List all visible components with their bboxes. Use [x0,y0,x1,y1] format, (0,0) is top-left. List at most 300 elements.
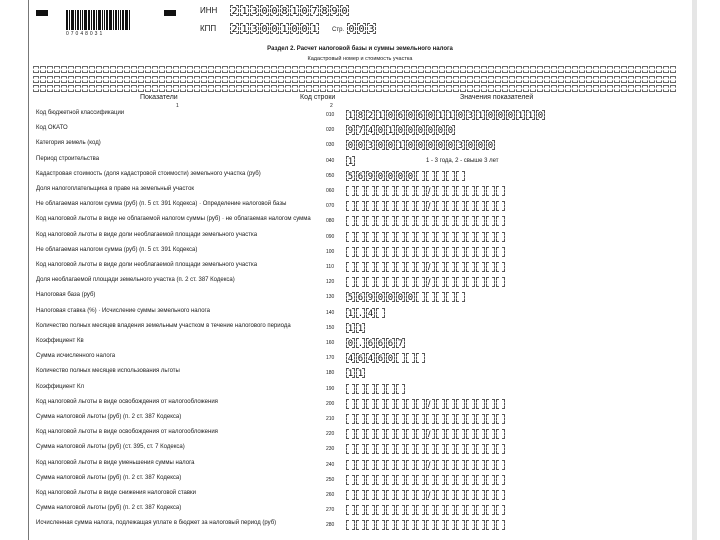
grid-cell[interactable] [376,85,382,92]
grid-cell[interactable] [453,85,459,92]
digit-cell[interactable] [416,353,425,363]
row-value-field[interactable] [346,140,496,150]
grid-cell[interactable] [124,66,130,73]
digit-cell[interactable]: 0 [347,141,354,152]
digit-cell[interactable] [436,277,445,287]
digit-cell[interactable] [466,490,475,500]
digit-cell[interactable] [386,520,395,530]
digit-cell[interactable] [496,460,505,470]
digit-cell[interactable]: 1 [517,111,524,121]
grid-cell[interactable] [264,85,270,92]
digit-cell[interactable] [416,414,425,424]
digit-cell[interactable] [366,414,375,424]
grid-cell[interactable] [642,76,648,83]
grid-cell[interactable] [61,85,67,92]
digit-cell[interactable] [366,399,375,409]
grid-cell[interactable] [432,66,438,73]
digit-cell[interactable]: 3 [251,24,258,35]
digit-cell[interactable] [426,505,435,515]
grid-cell[interactable] [68,76,74,83]
digit-cell[interactable]: 0 [407,111,414,121]
digit-cell[interactable] [376,186,385,196]
grid-cell[interactable] [320,66,326,73]
grid-cell[interactable] [306,85,312,92]
grid-cell[interactable] [488,66,494,73]
digit-cell[interactable] [446,292,455,302]
digit-cell[interactable] [436,505,445,515]
digit-cell[interactable] [396,399,405,409]
digit-cell[interactable] [426,520,435,530]
grid-cell[interactable] [586,85,592,92]
digit-cell[interactable] [386,186,395,196]
digit-cell[interactable] [396,201,405,211]
grid-cell[interactable] [488,76,494,83]
digit-cell[interactable] [416,444,425,454]
grid-cell[interactable] [509,66,515,73]
grid-cell[interactable] [299,76,305,83]
grid-cell[interactable] [341,85,347,92]
digit-cell[interactable]: 0 [437,141,444,152]
grid-cell[interactable] [502,66,508,73]
digit-cell[interactable] [366,216,375,226]
grid-cell[interactable] [292,66,298,73]
digit-cell[interactable] [446,429,455,439]
grid-cell[interactable] [474,66,480,73]
grid-cell[interactable] [397,85,403,92]
digit-cell[interactable] [416,232,425,242]
digit-cell[interactable] [486,201,495,211]
grid-cell[interactable] [537,76,543,83]
digit-cell[interactable] [436,414,445,424]
grid-cell[interactable] [138,66,144,73]
digit-cell[interactable]: 0 [487,111,494,121]
grid-cell[interactable] [369,76,375,83]
digit-cell[interactable]: 7 [311,6,318,17]
digit-cell[interactable] [356,262,365,272]
digit-cell[interactable] [436,475,445,485]
digit-cell[interactable] [456,277,465,287]
digit-cell[interactable] [396,384,405,394]
digit-cell[interactable] [456,429,465,439]
grid-cell[interactable] [628,66,634,73]
digit-cell[interactable] [406,216,415,226]
digit-cell[interactable] [476,490,485,500]
row-value-field[interactable] [346,262,506,272]
digit-cell[interactable] [446,460,455,470]
digit-cell[interactable] [466,232,475,242]
row-value-field[interactable] [346,444,506,454]
grid-cell[interactable] [159,66,165,73]
digit-cell[interactable] [466,505,475,515]
digit-cell[interactable] [356,201,365,211]
digit-cell[interactable]: 1 [377,111,384,121]
grid-cell[interactable] [250,85,256,92]
digit-cell[interactable] [456,201,465,211]
grid-cell[interactable] [663,76,669,83]
digit-cell[interactable] [376,384,385,394]
digit-cell[interactable] [426,171,435,181]
grid-cell[interactable] [495,85,501,92]
digit-cell[interactable]: 0 [487,141,494,152]
grid-cell[interactable] [376,76,382,83]
digit-cell[interactable]: 8 [357,111,364,121]
grid-cell[interactable] [670,76,676,83]
grid-cell[interactable] [635,85,641,92]
grid-cell[interactable] [614,76,620,83]
digit-cell[interactable] [476,216,485,226]
grid-cell[interactable] [271,76,277,83]
grid-cell[interactable] [320,76,326,83]
digit-cell[interactable]: 0 [387,293,394,304]
digit-cell[interactable] [456,216,465,226]
grid-cell[interactable] [61,76,67,83]
grid-cell[interactable] [628,76,634,83]
row-value-field[interactable] [346,338,406,348]
digit-cell[interactable] [376,520,385,530]
grid-cell[interactable] [278,66,284,73]
digit-cell[interactable] [396,490,405,500]
grid-cell[interactable] [131,76,137,83]
digit-cell[interactable]: 0 [447,126,454,137]
grid-cell[interactable] [530,85,536,92]
digit-cell[interactable] [456,414,465,424]
grid-cell[interactable] [47,85,53,92]
grid-cell[interactable] [327,66,333,73]
grid-cell[interactable] [166,85,172,92]
digit-cell[interactable] [446,414,455,424]
digit-cell[interactable] [476,201,485,211]
digit-cell[interactable] [456,444,465,454]
digit-cell[interactable] [466,399,475,409]
digit-cell[interactable]: 3 [368,24,375,35]
grid-cell[interactable] [180,76,186,83]
digit-cell[interactable] [376,247,385,257]
digit-cell[interactable] [366,186,375,196]
digit-cell[interactable]: 0 [397,293,404,304]
digit-cell[interactable]: 1 [347,323,354,334]
digit-cell[interactable] [486,216,495,226]
digit-cell[interactable]: 9 [347,126,354,137]
digit-cell[interactable] [416,490,425,500]
grid-cell[interactable] [523,85,529,92]
digit-cell[interactable] [416,216,425,226]
grid-cell[interactable] [628,85,634,92]
digit-cell[interactable] [346,201,355,211]
digit-cell[interactable]: 3 [367,141,374,152]
grid-cell[interactable] [656,85,662,92]
grid-cell[interactable] [446,85,452,92]
grid-cell[interactable] [201,66,207,73]
digit-cell[interactable] [346,232,355,242]
digit-cell[interactable] [436,201,445,211]
grid-cell[interactable] [229,85,235,92]
digit-cell[interactable] [486,520,495,530]
grid-cell[interactable] [425,76,431,83]
grid-cell[interactable] [320,85,326,92]
grid-cell[interactable] [656,66,662,73]
digit-cell[interactable]: 0 [407,141,414,152]
grid-cell[interactable] [502,76,508,83]
digit-cell[interactable]: 6 [417,111,424,121]
digit-cell[interactable] [446,232,455,242]
grid-cell[interactable] [173,66,179,73]
grid-cell[interactable] [341,76,347,83]
digit-cell[interactable] [356,444,365,454]
grid-cell[interactable] [600,76,606,83]
digit-cell[interactable] [346,520,355,530]
grid-cell[interactable] [516,76,522,83]
digit-cell[interactable] [396,475,405,485]
digit-cell[interactable] [396,414,405,424]
digit-cell[interactable]: 1 [437,111,444,121]
grid-cell[interactable] [432,76,438,83]
digit-cell[interactable] [446,277,455,287]
digit-cell[interactable]: 6 [357,293,364,304]
digit-cell[interactable]: 0 [377,171,384,182]
grid-cell[interactable] [40,85,46,92]
grid-cell[interactable] [208,66,214,73]
grid-cell[interactable] [313,66,319,73]
grid-cell[interactable] [495,66,501,73]
grid-cell[interactable] [418,76,424,83]
digit-cell[interactable]: 2 [231,24,238,35]
digit-cell[interactable] [496,429,505,439]
digit-cell[interactable]: 1 [447,111,454,121]
digit-cell[interactable]: 1 [311,24,318,35]
grid-cell[interactable] [348,85,354,92]
digit-cell[interactable]: 0 [387,354,394,365]
grid-cell[interactable] [614,85,620,92]
digit-cell[interactable] [416,429,425,439]
digit-cell[interactable] [446,399,455,409]
digit-cell[interactable] [366,277,375,287]
digit-cell[interactable]: 1 [387,126,394,137]
grid-cell[interactable] [110,66,116,73]
grid-cell[interactable] [285,66,291,73]
grid-cell[interactable] [145,85,151,92]
grid-cell[interactable] [397,76,403,83]
digit-cell[interactable] [416,460,425,470]
digit-cell[interactable]: 0 [301,24,308,35]
digit-cell[interactable] [376,444,385,454]
row-value-field[interactable] [346,201,506,211]
digit-cell[interactable] [496,414,505,424]
digit-cell[interactable] [466,520,475,530]
grid-cell[interactable] [54,85,60,92]
grid-cell[interactable] [236,66,242,73]
digit-cell[interactable] [346,399,355,409]
grid-cell[interactable] [362,76,368,83]
grid-cell[interactable] [509,85,515,92]
grid-cell[interactable] [530,66,536,73]
grid-cell[interactable] [474,76,480,83]
digit-cell[interactable] [466,444,475,454]
digit-cell[interactable] [496,277,505,287]
grid-cell[interactable] [250,76,256,83]
digit-cell[interactable] [476,277,485,287]
digit-cell[interactable]: 0 [387,171,394,182]
digit-cell[interactable]: 5 [347,293,354,304]
grid-cell[interactable] [467,85,473,92]
digit-cell[interactable] [386,505,395,515]
grid-cell[interactable] [187,76,193,83]
digit-cell[interactable] [406,414,415,424]
digit-cell[interactable] [366,384,375,394]
grid-cell[interactable] [271,66,277,73]
digit-cell[interactable]: 0 [497,111,504,121]
digit-cell[interactable] [456,247,465,257]
digit-cell[interactable]: 6 [397,111,404,121]
digit-cell[interactable] [376,201,385,211]
digit-cell[interactable]: 1 [347,156,354,167]
digit-cell[interactable] [366,201,375,211]
grid-cell[interactable] [96,76,102,83]
digit-cell[interactable] [376,460,385,470]
grid-cell[interactable] [446,76,452,83]
digit-cell[interactable] [386,201,395,211]
digit-cell[interactable] [486,247,495,257]
grid-cell[interactable] [523,66,529,73]
digit-cell[interactable] [426,475,435,485]
grid-cell[interactable] [439,76,445,83]
digit-cell[interactable]: 4 [367,354,374,365]
grid-cell[interactable] [40,66,46,73]
digit-cell[interactable] [356,277,365,287]
digit-cell[interactable] [496,399,505,409]
digit-cell[interactable] [406,232,415,242]
grid-cell[interactable] [376,66,382,73]
grid-cell[interactable] [586,66,592,73]
digit-cell[interactable] [346,216,355,226]
grid-cell[interactable] [40,76,46,83]
grid-cell[interactable] [82,85,88,92]
digit-cell[interactable] [366,505,375,515]
grid-cell[interactable] [551,85,557,92]
grid-cell[interactable] [187,85,193,92]
grid-cell[interactable] [278,76,284,83]
digit-cell[interactable]: 0 [301,6,308,17]
grid-cell[interactable] [404,66,410,73]
digit-cell[interactable] [426,414,435,424]
digit-cell[interactable] [386,277,395,287]
row-value-field[interactable] [346,520,506,530]
digit-cell[interactable]: 0 [261,24,268,35]
digit-cell[interactable] [436,171,445,181]
digit-cell[interactable] [346,262,355,272]
grid-cell[interactable] [229,66,235,73]
digit-cell[interactable] [436,490,445,500]
grid-cell[interactable] [544,85,550,92]
grid-cell[interactable] [124,76,130,83]
grid-cell[interactable] [481,76,487,83]
grid-cell[interactable] [327,85,333,92]
cadastral-value-grid[interactable] [33,76,677,83]
digit-cell[interactable] [466,247,475,257]
grid-cell[interactable] [271,85,277,92]
digit-cell[interactable] [496,444,505,454]
grid-cell[interactable] [635,66,641,73]
grid-cell[interactable] [152,76,158,83]
digit-cell[interactable] [466,460,475,470]
grid-cell[interactable] [257,76,263,83]
digit-cell[interactable]: 1 [291,6,298,17]
grid-cell[interactable] [75,76,81,83]
grid-cell[interactable] [180,66,186,73]
digit-cell[interactable] [416,292,425,302]
digit-cell[interactable] [446,247,455,257]
grid-cell[interactable] [579,85,585,92]
digit-cell[interactable]: 0 [261,6,268,17]
grid-cell[interactable] [82,66,88,73]
grid-cell[interactable] [299,66,305,73]
grid-cell[interactable] [68,66,74,73]
digit-cell[interactable] [486,399,495,409]
digit-cell[interactable]: 0 [387,141,394,152]
digit-cell[interactable] [366,490,375,500]
digit-cell[interactable] [366,247,375,257]
grid-cell[interactable] [565,76,571,83]
digit-cell[interactable] [436,216,445,226]
digit-cell[interactable]: . [357,308,364,319]
digit-cell[interactable] [396,247,405,257]
grid-cell[interactable] [593,85,599,92]
digit-cell[interactable] [396,353,405,363]
grid-cell[interactable] [404,76,410,83]
grid-cell[interactable] [642,66,648,73]
digit-cell[interactable] [496,520,505,530]
grid-cell[interactable] [404,85,410,92]
grid-cell[interactable] [453,66,459,73]
digit-cell[interactable]: 6 [367,339,374,349]
digit-cell[interactable] [386,232,395,242]
digit-cell[interactable]: 0 [387,111,394,121]
digit-cell[interactable] [426,247,435,257]
grid-cell[interactable] [110,76,116,83]
digit-cell[interactable] [386,475,395,485]
digit-cell[interactable] [406,247,415,257]
digit-cell[interactable] [446,520,455,530]
digit-cell[interactable]: 1 [357,323,364,334]
grid-cell[interactable] [341,66,347,73]
grid-cell[interactable] [488,85,494,92]
grid-cell[interactable] [194,85,200,92]
digit-cell[interactable] [446,201,455,211]
digit-cell[interactable] [436,460,445,470]
digit-cell[interactable]: 0 [397,126,404,137]
grid-cell[interactable] [292,76,298,83]
grid-cell[interactable] [474,85,480,92]
grid-cell[interactable] [390,66,396,73]
digit-cell[interactable] [346,505,355,515]
grid-cell[interactable] [145,76,151,83]
digit-cell[interactable]: 2 [231,6,238,17]
digit-cell[interactable] [496,505,505,515]
grid-cell[interactable] [187,66,193,73]
digit-cell[interactable] [346,414,355,424]
digit-cell[interactable] [476,414,485,424]
digit-cell[interactable] [406,429,415,439]
grid-cell[interactable] [194,76,200,83]
digit-cell[interactable] [486,186,495,196]
grid-cell[interactable] [54,66,60,73]
digit-cell[interactable] [476,475,485,485]
digit-cell[interactable]: 0 [377,141,384,152]
grid-cell[interactable] [285,76,291,83]
grid-cell[interactable] [432,85,438,92]
grid-cell[interactable] [243,85,249,92]
digit-cell[interactable] [466,262,475,272]
grid-cell[interactable] [495,76,501,83]
